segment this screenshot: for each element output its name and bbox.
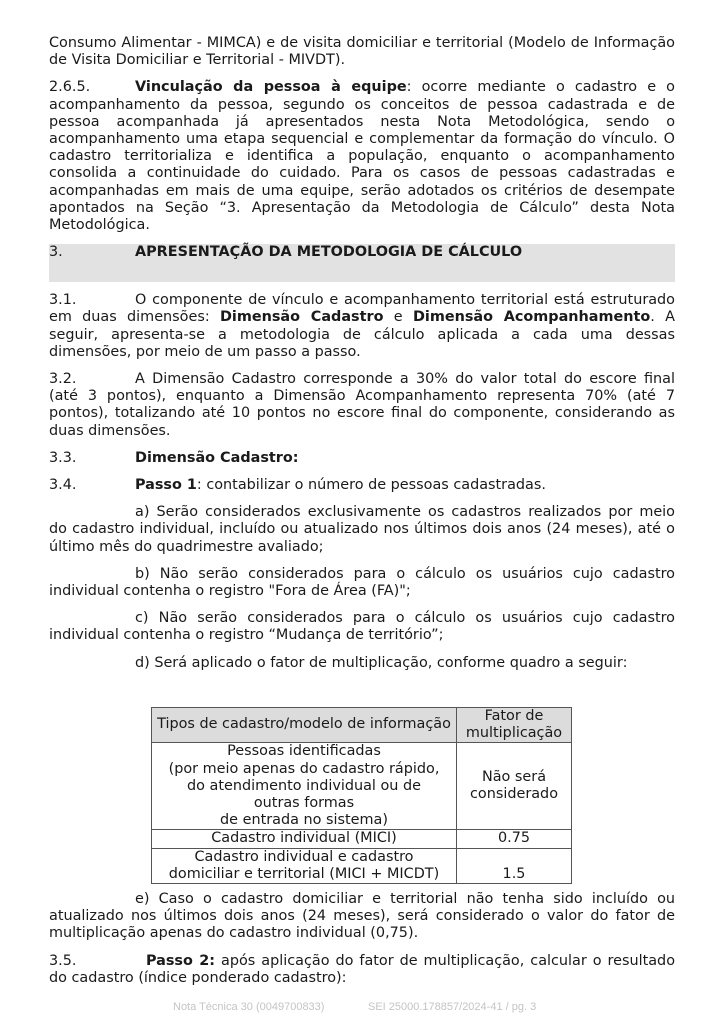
text: c) Não serão considerados para o cálculo os usuários cujo cadastro individual contenha o registro “Mudança de território”; [49, 610, 675, 644]
cell-line: (por meio apenas do cadastro rápido, [168, 760, 440, 777]
subsection-title: Dimensão Cadastro: [135, 449, 299, 466]
footer-document-id: Nota Técnica 30 (0049700833) [173, 1001, 325, 1013]
item-d [49, 655, 675, 672]
paragraph-3-5 [49, 953, 675, 987]
text: A Dimensão Cadastro corresponde a 30% do valor total do escore final (até 3 pontos), enquanto a Dimensão Acompanhamento representa 70% (até 7 pontos), totalizando até 10 pontos no escore final do componente, considerando as duas dimensões. [49, 371, 675, 439]
bold-term: Dimensão Acompanhamento [412, 309, 651, 326]
table-row [152, 848, 572, 883]
text: e) Caso o cadastro domiciliar e territorial não tenha sido incluído ou atualizado nos últimos dois anos (24 meses), será considerado o valor do fator de multiplicação apenas do cadastro individual (0,75). [49, 890, 675, 942]
text: b) Não serão considerados para o cálculo os usuários cujo cadastro individual contenha o registro "Fora de Área (FA)"; [49, 565, 675, 600]
multiplication-factor-table [151, 707, 572, 884]
section-title: APRESENTAÇÃO DA METODOLOGIA DE CÁLCULO [135, 244, 523, 261]
table-header-row [152, 707, 572, 742]
factor-cell: 1.5 [457, 848, 572, 883]
section-heading-3 [49, 244, 675, 282]
factor-cell: 0.75 [457, 830, 572, 848]
cell-line: outras formas [253, 794, 355, 811]
paragraph-2-6-5 [49, 79, 675, 234]
cell-line: Pessoas identificadas [227, 743, 381, 760]
item-number: 3.5. [49, 952, 77, 969]
text: a) Serão considerados exclusivamente os cadastros realizados por meio do cadastro individual, incluído ou atualizado nos últimos dois anos (24 meses), até o último mês do quadrimestre avaliado; [49, 504, 675, 555]
text: O componente de vínculo e acompanhamento territorial está estruturado em duas dimensões: [49, 292, 675, 326]
paragraph-continuation: Consumo Alimentar - MIMCA) e de visita domiciliar e territorial (Modelo de Informação de Visita Domiciliar e Territorial - MIVDT). [49, 35, 675, 69]
step-label: Passo 1 [135, 477, 197, 494]
item-number: 3.3. [49, 449, 77, 466]
document-page [49, 0, 675, 987]
section-number: 3. [49, 244, 63, 261]
item-number: 3.4. [49, 477, 77, 494]
footer-sei-page: SEI 25000.178857/2024-41 / pg. 3 [368, 1001, 537, 1013]
text: e [383, 309, 413, 326]
item-number: 3.1. [49, 292, 77, 309]
item-e [49, 891, 675, 943]
bold-term: Dimensão Cadastro [219, 309, 384, 326]
paragraph-3-2 [49, 371, 675, 440]
cell-line: de entrada no sistema) [220, 812, 388, 829]
item-c [49, 610, 675, 644]
type-cell [152, 848, 457, 883]
column-header: Tipos de cadastro/modelo de informação [152, 707, 457, 742]
item-a [49, 504, 675, 556]
cell-line: do atendimento individual ou de [187, 777, 421, 794]
item-number: 3.2. [49, 371, 77, 388]
cell-line: domiciliar e territorial (MICI + MICDT) [168, 865, 440, 882]
paragraph-3-1 [49, 292, 675, 361]
type-cell: Cadastro individual (MICI) [152, 830, 457, 848]
item-b [49, 566, 675, 600]
step-label: Passo 2: [146, 952, 216, 969]
text: d) Será aplicado o fator de multiplicação, conforme quadro a seguir: [135, 654, 628, 671]
cell-line: Cadastro individual e cadastro [194, 848, 414, 865]
table-row [152, 830, 572, 848]
text: após aplicação do fator de multiplicação, calcular o resultado do cadastro (índice ponderado cadastro): [49, 952, 675, 986]
item-number: 2.6.5. [49, 79, 91, 96]
text: : contabilizar o número de pessoas cadastradas. [196, 477, 546, 494]
column-header: Fator de multiplicação [457, 707, 572, 742]
table-row [152, 743, 572, 830]
factor-cell: Não será considerado [457, 743, 572, 830]
bold-term: Vinculação da pessoa à equipe [135, 79, 407, 96]
paragraph-3-4 [49, 477, 675, 494]
paragraph-3-3 [49, 450, 675, 467]
paragraph-text: : ocorre mediante o cadastro e o acompanhamento da pessoa, segundo os conceitos de pessoa cadastrada e de pessoa acompanhada já apresentados nesta Nota Metodológica, sendo o acompanhamento uma etapa sequencial e complementar da formação do vínculo. O cadastro territorializa e identifica a população, enquanto o acompanhamento consolida a continuidade do cuidado. Para os casos de pessoas cadastradas e acompanhadas em mais de uma equipe, serão adotados os critérios de desempate apontados na Seção “3. Apresentação da Metodologia de Cálculo” desta Nota Metodológica. [49, 79, 675, 234]
text: . A seguir, apresenta-se a metodologia de cálculo aplicada a cada uma dessas dimensões, por meio de um passo a passo. [49, 309, 675, 360]
type-cell [152, 743, 457, 830]
